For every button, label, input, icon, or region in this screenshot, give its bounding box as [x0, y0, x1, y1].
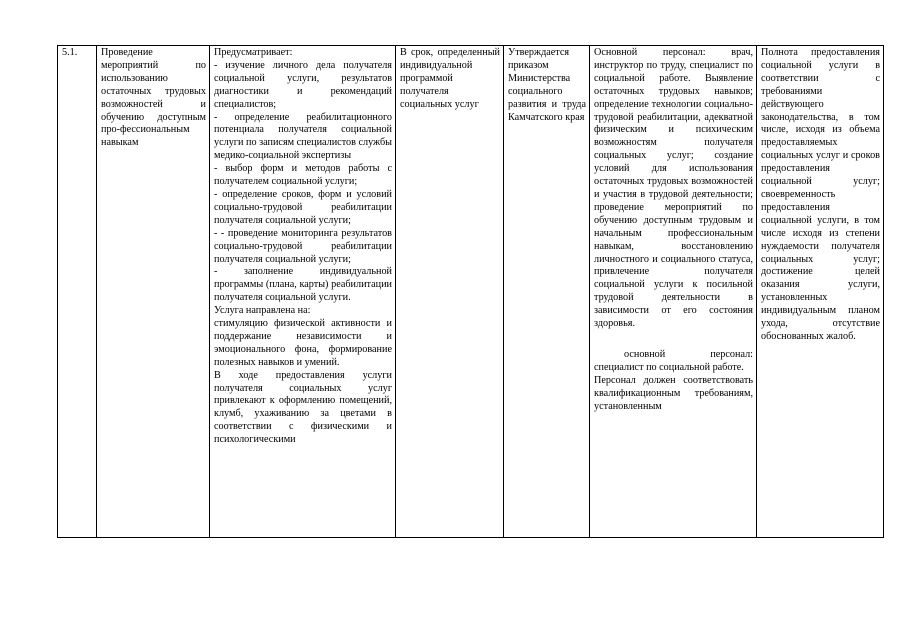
term-text: В срок, определенный индивидуальной программой получателя социальных услуг: [400, 47, 500, 110]
description-line: В ходе предоставления услуги получателя социальных услуг привлекают к оформлению помещений, клумб, ухаживанию за цветами в соответствии с физическими и психологическими: [214, 369, 392, 446]
description-line: Услуга направлена на:: [214, 305, 311, 317]
description-line: - выбор форм и методов работы с получателем социальной услуги;: [214, 163, 392, 188]
description-line: Предусматривает:: [214, 47, 293, 58]
staff-cell: [590, 46, 757, 538]
row-number-cell: [58, 46, 97, 538]
table-row: [58, 46, 884, 538]
row-number: 5.1.: [62, 47, 78, 58]
description-line: - изучение личного дела получателя социальной услуги, результатов диагностики и рекомендаций специалистов;: [214, 59, 392, 110]
service-standard-table: [57, 45, 884, 538]
description-line: - - проведение мониторинга результатов социально-трудовой реабилитации получателя социальной услуги;: [214, 227, 392, 265]
description-line: стимуляцию физической активности и поддержание независимости и эмоционального фона, формирование полезных навыков и умений.: [214, 318, 392, 368]
service-name-cell: [97, 46, 210, 538]
quality-text: Полнота предоставления социальной услуги в соответствии с требованиями действующего законодательства, в том числе, исходя из объема предоставляемых социальных услуг и сроков предоставления социальной услуг; своевременность предоставления социальной услуги, в том числе исходя из степени нуждаемости получателя социальных услуг; достижение целей оказания услуги, установленных индивидуальным планом ухода, отсутствие обоснованных жалоб.: [761, 47, 880, 342]
spacer: [594, 331, 753, 349]
description-line: - заполнение индивидуальной программы (плана, карты) реабилитации получателя социальной услуги.: [214, 266, 392, 304]
staff-main-personnel: основной персонал: специалист по социальной работе.: [594, 348, 753, 373]
description-line: - определение сроков, форм и условий социально-трудовой реабилитации получателя социальной услуги;: [214, 188, 392, 226]
staff-description: Основной персонал: врач, инструктор по труду, специалист по социальной работе. Выявление остаточных трудовых навыков; определение технологии социально-трудовой реабилитации, адекватной физическим и психическим возможностям получателя социальных услуг; создание условий для использования остаточных трудовых возможностей и участия в трудовой деятельности; проведение мероприятий по обучению доступным трудовым и начальным профессиональным навыкам, восстановлению личностного и социального статуса, привлечение получателя социальной услуги к посильной трудовой деятельности в зависимости от его состояния здоровья.: [594, 47, 753, 330]
term-cell: [396, 46, 504, 538]
service-name: Проведение мероприятий по использованию остаточных трудовых возможностей и обучению доступным про-фессиональным навыкам: [101, 47, 206, 149]
description-cell: [210, 46, 396, 538]
quality-cell: [757, 46, 884, 538]
approval-cell: [504, 46, 590, 538]
approval-text: Утверждается приказом Министерства социального развития и труда Камчатского края: [508, 47, 586, 123]
description-line: - определение реабилитационного потенциала получателя социальной услуги по записям специалистов службы медико-социальной экспертизы: [214, 111, 392, 162]
staff-qualification: Персонал должен соответствовать квалификационным требованиям, установленным: [594, 374, 753, 412]
